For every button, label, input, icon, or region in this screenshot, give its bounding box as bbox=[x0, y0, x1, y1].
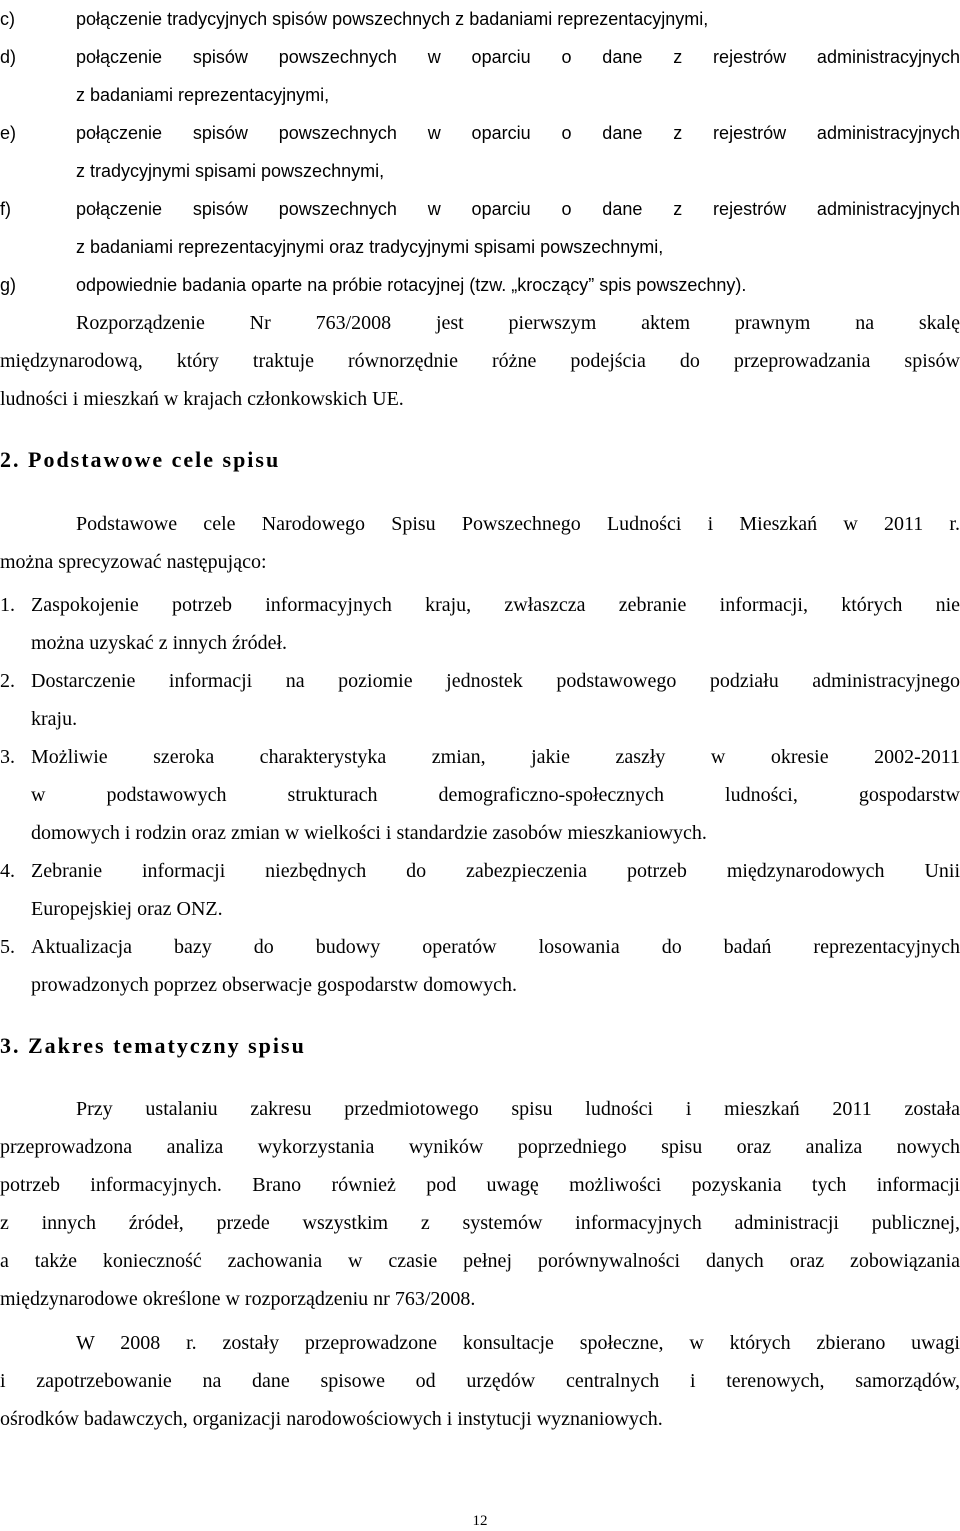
paragraph-line: W 2008 r. zostały przeprowadzone konsultacje społeczne, w których zbierano uwagi bbox=[76, 1332, 960, 1354]
paragraph-regulation bbox=[0, 342, 960, 380]
section2-intro bbox=[0, 543, 960, 581]
goal-item-cont bbox=[0, 890, 960, 928]
goal-item-cont bbox=[0, 966, 960, 1004]
list-item-c bbox=[0, 0, 960, 38]
heading-text: 3. Zakres tematyczny spisu bbox=[0, 1033, 306, 1058]
goal-text: Możliwie szeroka charakterystyka zmian, jakie zaszły w okresie 2002-2011 bbox=[31, 746, 960, 768]
paragraph-line: z innych źródeł, przede wszystkim z systemów informacyjnych administracji publicznej, bbox=[0, 1212, 960, 1234]
paragraph-line: Rozporządzenie Nr 763/2008 jest pierwszym aktem prawnym na skalę bbox=[76, 312, 960, 334]
goal-item bbox=[0, 738, 960, 776]
paragraph-line: Podstawowe cele Narodowego Spisu Powszechnego Ludności i Mieszkań w 2011 r. bbox=[76, 513, 960, 535]
paragraph-line: międzynarodową, który traktuje równorzędnie różne podejścia do przeprowadzania spisów bbox=[0, 350, 960, 372]
section3-para2 bbox=[0, 1362, 960, 1400]
paragraph-line: przeprowadzona analiza wykorzystania wyników poprzedniego spisu oraz analiza nowych bbox=[0, 1136, 960, 1158]
goal-item bbox=[0, 586, 960, 624]
goal-text: prowadzonych poprzez obserwacje gospodarstw domowych. bbox=[31, 974, 517, 996]
list-item-d bbox=[0, 38, 960, 76]
section3-para1 bbox=[0, 1166, 960, 1204]
list-text: połączenie spisów powszechnych w oparciu o dane z rejestrów administracyjnych bbox=[76, 47, 960, 67]
section3-para1 bbox=[0, 1242, 960, 1280]
list-item-e-cont bbox=[0, 152, 960, 190]
paragraph-line: ośrodków badawczych, organizacji narodowościowych i instytucji wyznaniowych. bbox=[0, 1408, 663, 1430]
page-number: 12 bbox=[472, 1513, 488, 1529]
goal-text: Europejskiej oraz ONZ. bbox=[31, 898, 223, 920]
section-heading bbox=[0, 441, 960, 479]
list-item-g bbox=[0, 266, 960, 304]
paragraph-line: a także konieczność zachowania w czasie pełnej porównywalności danych oraz zobowiązania bbox=[0, 1250, 960, 1272]
goal-text: w podstawowych strukturach demograficzno-społecznych ludności, gospodarstw bbox=[31, 784, 960, 806]
heading-text: 2. Podstawowe cele spisu bbox=[0, 447, 281, 472]
paragraph-line: Przy ustalaniu zakresu przedmiotowego spisu ludności i mieszkań 2011 została bbox=[76, 1098, 960, 1120]
goal-item-cont bbox=[0, 814, 960, 852]
section3-para2 bbox=[0, 1400, 960, 1438]
goal-text: domowych i rodzin oraz zmian w wielkości i standardzie zasobów mieszkaniowych. bbox=[31, 822, 707, 844]
list-item-d-cont bbox=[0, 76, 960, 114]
paragraph-line: i zapotrzebowanie na dane spisowe od urzędów centralnych i terenowych, samorządów, bbox=[0, 1370, 960, 1392]
list-marker: 3. bbox=[0, 746, 15, 768]
list-item-f-cont bbox=[0, 228, 960, 266]
list-marker: e) bbox=[0, 123, 17, 143]
list-text: z tradycyjnymi spisami powszechnymi, bbox=[76, 161, 385, 181]
goal-text: Zaspokojenie potrzeb informacyjnych kraju, zwłaszcza zebranie informacji, których nie bbox=[31, 594, 960, 616]
list-marker: c) bbox=[0, 9, 15, 29]
goal-text: można uzyskać z innych źródeł. bbox=[31, 632, 288, 654]
section3-para1 bbox=[0, 1128, 960, 1166]
list-marker: g) bbox=[0, 275, 17, 295]
paragraph-regulation bbox=[0, 380, 960, 418]
paragraph-regulation bbox=[0, 304, 960, 342]
section3-para1 bbox=[0, 1280, 960, 1318]
goal-text: Dostarczenie informacji na poziomie jednostek podstawowego podziału administracyjnego bbox=[31, 670, 960, 692]
list-marker: 1. bbox=[0, 594, 15, 616]
paragraph-line: można sprecyzować następująco: bbox=[0, 551, 267, 573]
list-marker: 5. bbox=[0, 936, 15, 958]
section3-para1 bbox=[0, 1090, 960, 1128]
list-marker: 4. bbox=[0, 860, 15, 882]
goal-text: Zebranie informacji niezbędnych do zabezpieczenia potrzeb międzynarodowych Unii bbox=[31, 860, 960, 882]
goal-text: Aktualizacja bazy do budowy operatów losowania do badań reprezentacyjnych bbox=[31, 936, 960, 958]
list-text: połączenie tradycyjnych spisów powszechnych z badaniami reprezentacyjnymi, bbox=[76, 9, 709, 29]
goal-item bbox=[0, 662, 960, 700]
paragraph-line: potrzeb informacyjnych. Brano również pod uwagę możliwości pozyskania tych informacji bbox=[0, 1174, 960, 1196]
goal-item bbox=[0, 852, 960, 890]
list-text: z badaniami reprezentacyjnymi oraz tradycyjnymi spisami powszechnymi, bbox=[76, 237, 664, 257]
list-marker: f) bbox=[0, 199, 11, 219]
goal-text: kraju. bbox=[31, 708, 78, 730]
goal-item-cont bbox=[0, 624, 960, 662]
section2-intro bbox=[0, 505, 960, 543]
section3-para1 bbox=[0, 1204, 960, 1242]
list-marker: 2. bbox=[0, 670, 15, 692]
goal-item-cont bbox=[0, 776, 960, 814]
section-heading bbox=[0, 1027, 960, 1065]
list-item-e bbox=[0, 114, 960, 152]
paragraph-line: międzynarodowe określone w rozporządzeniu nr 763/2008. bbox=[0, 1288, 476, 1310]
list-text: połączenie spisów powszechnych w oparciu o dane z rejestrów administracyjnych bbox=[76, 123, 960, 143]
goal-item-cont bbox=[0, 700, 960, 738]
section3-para2 bbox=[0, 1324, 960, 1362]
list-text: połączenie spisów powszechnych w oparciu o dane z rejestrów administracyjnych bbox=[76, 199, 960, 219]
paragraph-line: ludności i mieszkań w krajach członkowskich UE. bbox=[0, 388, 404, 410]
list-marker: d) bbox=[0, 47, 17, 67]
list-text: z badaniami reprezentacyjnymi, bbox=[76, 85, 330, 105]
list-text: odpowiednie badania oparte na próbie rotacyjnej (tzw. „kroczący” spis powszechny). bbox=[76, 275, 747, 295]
list-item-f bbox=[0, 190, 960, 228]
goal-item bbox=[0, 928, 960, 966]
